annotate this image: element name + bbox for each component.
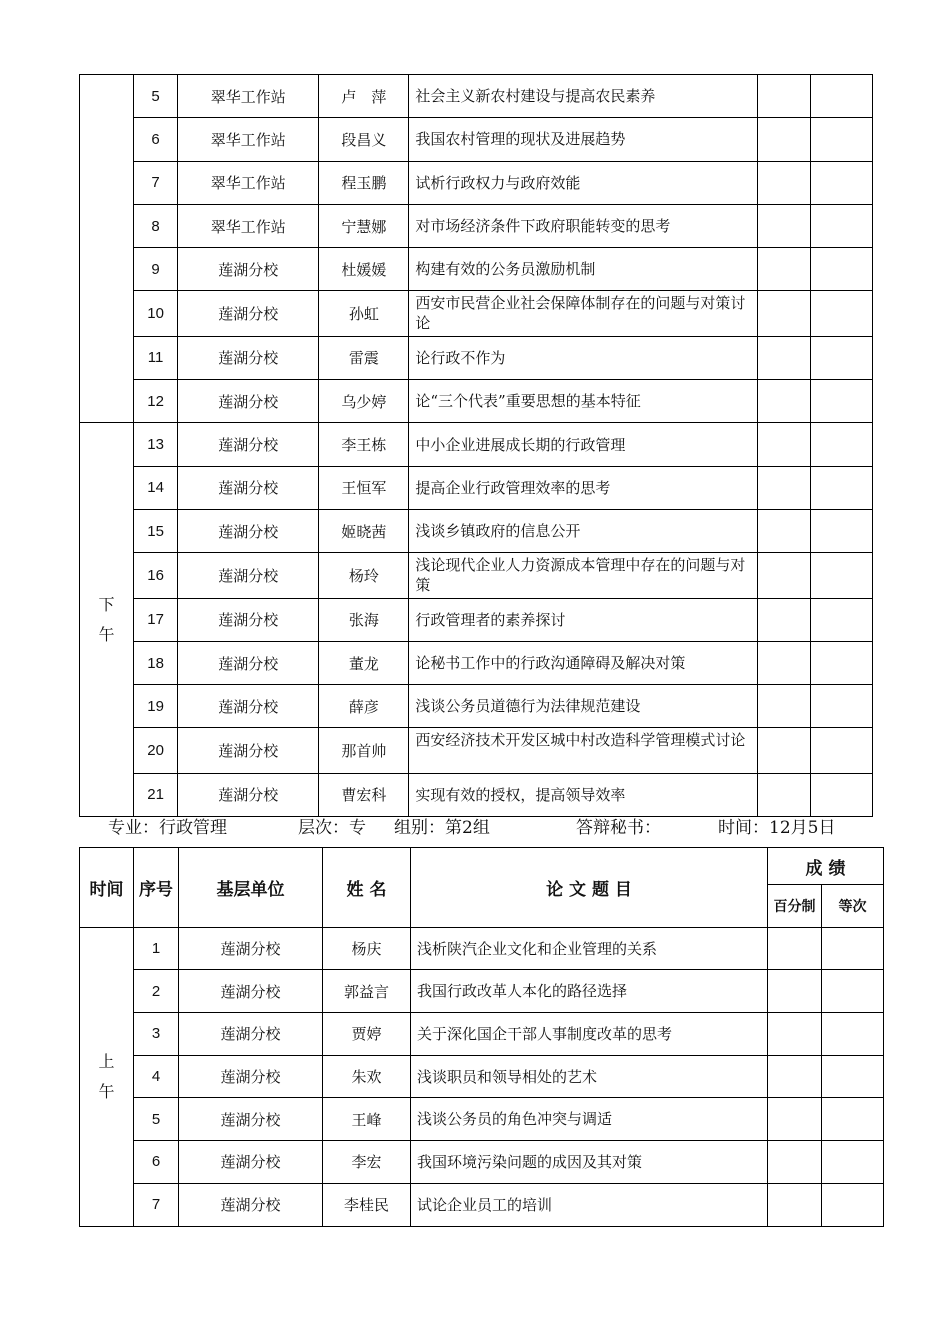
row-title: 试析行政权力与政府效能 <box>409 161 757 204</box>
row-name: 杜媛媛 <box>319 248 409 291</box>
row-name: 朱欢 <box>323 1055 411 1098</box>
session-label: 上 午 <box>80 927 134 1226</box>
row-unit: 翠华工作站 <box>178 204 319 247</box>
score-grade-cell[interactable] <box>822 1098 884 1141</box>
table-row <box>80 248 873 291</box>
header-no: 序号 <box>134 848 179 928</box>
score-percent-cell[interactable] <box>768 1098 822 1141</box>
score-percent-cell[interactable] <box>757 466 810 509</box>
row-number: 17 <box>134 598 178 641</box>
row-number: 2 <box>134 970 179 1013</box>
row-unit: 莲湖分校 <box>178 598 319 641</box>
row-name: 曹宏科 <box>319 773 409 816</box>
row-name: 姬晓茜 <box>319 509 409 552</box>
row-name: 程玉鹏 <box>319 161 409 204</box>
row-unit: 翠华工作站 <box>178 118 319 161</box>
score-grade-cell[interactable] <box>810 118 872 161</box>
row-unit: 莲湖分校 <box>179 1013 323 1056</box>
row-unit: 莲湖分校 <box>179 1183 323 1226</box>
row-name: 王恒军 <box>319 466 409 509</box>
score-percent-cell[interactable] <box>768 970 822 1013</box>
score-percent-cell[interactable] <box>757 685 810 728</box>
score-grade-cell[interactable] <box>822 970 884 1013</box>
row-title: 中小企业进展成长期的行政管理 <box>409 423 757 466</box>
score-grade-cell[interactable] <box>810 509 872 552</box>
row-title: 社会主义新农村建设与提高农民素养 <box>409 75 757 118</box>
score-percent-cell[interactable] <box>757 509 810 552</box>
row-title: 构建有效的公务员激励机制 <box>409 248 757 291</box>
score-grade-cell[interactable] <box>822 1183 884 1226</box>
score-percent-cell[interactable] <box>768 1183 822 1226</box>
defense-schedule-table-1 <box>79 74 873 817</box>
row-number: 18 <box>134 641 178 684</box>
row-title: 论秘书工作中的行政沟通障碍及解决对策 <box>409 641 757 684</box>
score-percent-cell[interactable] <box>757 204 810 247</box>
row-number: 19 <box>134 685 178 728</box>
date-label: 时间：12月5日 <box>718 818 836 838</box>
row-number: 14 <box>134 466 178 509</box>
header-unit: 基层单位 <box>179 848 323 928</box>
score-grade-cell[interactable] <box>810 466 872 509</box>
row-name: 郭益言 <box>323 970 411 1013</box>
row-unit: 莲湖分校 <box>178 773 319 816</box>
table-row <box>80 1183 884 1226</box>
score-percent-cell[interactable] <box>757 728 810 773</box>
row-title: 实现有效的授权，提高领导效率 <box>409 773 757 816</box>
row-title: 浅析陕汽企业文化和企业管理的关系 <box>411 927 768 970</box>
row-number: 5 <box>134 75 178 118</box>
score-grade-cell[interactable] <box>810 336 872 379</box>
row-name: 薛彦 <box>319 685 409 728</box>
table-row <box>80 773 873 816</box>
row-number: 6 <box>134 118 178 161</box>
score-grade-cell[interactable] <box>810 598 872 641</box>
secretary-label: 答辩秘书： <box>576 818 661 838</box>
row-unit: 莲湖分校 <box>178 728 319 773</box>
row-number: 1 <box>134 927 179 970</box>
row-number: 10 <box>134 291 178 336</box>
row-number: 6 <box>134 1141 179 1184</box>
score-grade-cell[interactable] <box>810 204 872 247</box>
score-percent-cell[interactable] <box>757 248 810 291</box>
score-grade-cell[interactable] <box>810 291 872 336</box>
row-number: 7 <box>134 1183 179 1226</box>
score-grade-cell[interactable] <box>810 75 872 118</box>
row-name: 那首帅 <box>319 728 409 773</box>
row-title: 西安市民营企业社会保障体制存在的问题与对策讨论 <box>409 291 757 336</box>
table-row <box>80 1055 884 1098</box>
table-row <box>80 728 873 773</box>
header-time: 时间 <box>80 848 134 928</box>
table-row <box>80 1098 884 1141</box>
row-name: 乌少婷 <box>319 380 409 423</box>
group-label: 组别：第2组 <box>394 818 490 838</box>
row-name: 李宏 <box>323 1141 411 1184</box>
row-number: 16 <box>134 553 178 598</box>
score-percent-cell[interactable] <box>757 598 810 641</box>
score-percent-cell[interactable] <box>757 75 810 118</box>
row-title: 浅谈公务员道德行为法律规范建设 <box>409 685 757 728</box>
table-row <box>80 553 873 598</box>
row-number: 11 <box>134 336 178 379</box>
level-label: 层次：专 <box>298 818 366 838</box>
row-name: 杨玲 <box>319 553 409 598</box>
row-title: 对市场经济条件下政府职能转变的思考 <box>409 204 757 247</box>
row-name: 孙虹 <box>319 291 409 336</box>
row-title: 我国行政改革人本化的路径选择 <box>411 970 768 1013</box>
table-row <box>80 336 873 379</box>
row-unit: 莲湖分校 <box>179 1141 323 1184</box>
row-unit: 莲湖分校 <box>178 641 319 684</box>
row-unit: 莲湖分校 <box>178 336 319 379</box>
score-grade-cell[interactable] <box>810 773 872 816</box>
row-unit: 莲湖分校 <box>178 553 319 598</box>
row-title: 浅论现代企业人力资源成本管理中存在的问题与对策 <box>409 553 757 598</box>
row-unit: 莲湖分校 <box>178 248 319 291</box>
session-label: 下 午 <box>80 423 134 817</box>
row-name: 贾婷 <box>323 1013 411 1056</box>
table-row <box>80 1013 884 1056</box>
row-number: 21 <box>134 773 178 816</box>
row-name: 李王栋 <box>319 423 409 466</box>
major-label: 专业：行政管理 <box>108 818 227 838</box>
row-unit: 莲湖分校 <box>179 1055 323 1098</box>
row-name: 张海 <box>319 598 409 641</box>
table-row <box>80 1141 884 1184</box>
score-grade-cell[interactable] <box>810 423 872 466</box>
row-unit: 莲湖分校 <box>178 423 319 466</box>
table-row <box>80 423 873 466</box>
row-number: 9 <box>134 248 178 291</box>
table-row <box>80 204 873 247</box>
table-row <box>80 927 884 970</box>
row-title: 论行政不作为 <box>409 336 757 379</box>
row-number: 13 <box>134 423 178 466</box>
score-percent-cell[interactable] <box>768 1013 822 1056</box>
row-title: 论“三个代表”重要思想的基本特征 <box>409 380 757 423</box>
score-grade-cell[interactable] <box>810 685 872 728</box>
header-name: 姓 名 <box>323 848 411 928</box>
score-grade-cell[interactable] <box>822 1141 884 1184</box>
row-name: 卢 萍 <box>319 75 409 118</box>
row-unit: 莲湖分校 <box>178 509 319 552</box>
row-number: 5 <box>134 1098 179 1141</box>
header-score: 成 绩 <box>768 848 884 885</box>
row-number: 15 <box>134 509 178 552</box>
score-grade-cell[interactable] <box>810 728 872 773</box>
score-grade-cell[interactable] <box>810 161 872 204</box>
row-name: 雷震 <box>319 336 409 379</box>
row-number: 7 <box>134 161 178 204</box>
header-grade: 等次 <box>822 885 884 928</box>
score-percent-cell[interactable] <box>757 773 810 816</box>
row-name: 宁慧娜 <box>319 204 409 247</box>
score-grade-cell[interactable] <box>822 927 884 970</box>
table-row <box>80 466 873 509</box>
table-row <box>80 75 873 118</box>
row-title: 浅谈公务员的角色冲突与调适 <box>411 1098 768 1141</box>
row-title: 浅谈职员和领导相处的艺术 <box>411 1055 768 1098</box>
score-percent-cell[interactable] <box>757 161 810 204</box>
row-title: 浅谈乡镇政府的信息公开 <box>409 509 757 552</box>
row-unit: 莲湖分校 <box>178 685 319 728</box>
score-grade-cell[interactable] <box>810 641 872 684</box>
score-percent-cell[interactable] <box>757 553 810 598</box>
row-unit: 莲湖分校 <box>178 291 319 336</box>
row-number: 3 <box>134 1013 179 1056</box>
row-unit: 莲湖分校 <box>179 970 323 1013</box>
score-percent-cell[interactable] <box>768 927 822 970</box>
score-grade-cell[interactable] <box>822 1055 884 1098</box>
row-unit: 莲湖分校 <box>179 1098 323 1141</box>
score-percent-cell[interactable] <box>757 336 810 379</box>
score-percent-cell[interactable] <box>757 423 810 466</box>
row-unit: 莲湖分校 <box>178 380 319 423</box>
row-title: 我国农村管理的现状及进展趋势 <box>409 118 757 161</box>
row-unit: 翠华工作站 <box>178 161 319 204</box>
score-percent-cell[interactable] <box>768 1055 822 1098</box>
group-info-line <box>108 813 888 839</box>
row-unit: 莲湖分校 <box>178 466 319 509</box>
row-number: 12 <box>134 380 178 423</box>
table-row <box>80 161 873 204</box>
defense-schedule-table-2 <box>79 847 884 1227</box>
score-grade-cell[interactable] <box>810 553 872 598</box>
row-name: 王峰 <box>323 1098 411 1141</box>
score-percent-cell[interactable] <box>768 1141 822 1184</box>
score-percent-cell[interactable] <box>757 641 810 684</box>
row-title: 试论企业员工的培训 <box>411 1183 768 1226</box>
header-percent: 百分制 <box>768 885 822 928</box>
table-row <box>80 970 884 1013</box>
score-grade-cell[interactable] <box>810 380 872 423</box>
score-grade-cell[interactable] <box>810 248 872 291</box>
row-title: 行政管理者的素养探讨 <box>409 598 757 641</box>
row-unit: 翠华工作站 <box>178 75 319 118</box>
row-number: 4 <box>134 1055 179 1098</box>
table-row <box>80 641 873 684</box>
row-number: 20 <box>134 728 178 773</box>
row-title: 我国环境污染问题的成因及其对策 <box>411 1141 768 1184</box>
table-row <box>80 118 873 161</box>
row-name: 董龙 <box>319 641 409 684</box>
table-row <box>80 598 873 641</box>
row-unit: 莲湖分校 <box>179 927 323 970</box>
header-title: 论 文 题 目 <box>411 848 768 928</box>
score-percent-cell[interactable] <box>757 118 810 161</box>
table-row <box>80 509 873 552</box>
table-row <box>80 380 873 423</box>
row-name: 杨庆 <box>323 927 411 970</box>
table-row <box>80 685 873 728</box>
row-number: 8 <box>134 204 178 247</box>
row-name: 段昌义 <box>319 118 409 161</box>
table-row <box>80 291 873 336</box>
score-grade-cell[interactable] <box>822 1013 884 1056</box>
row-name: 李桂民 <box>323 1183 411 1226</box>
row-title: 关于深化国企干部人事制度改革的思考 <box>411 1013 768 1056</box>
score-percent-cell[interactable] <box>757 380 810 423</box>
row-title: 提高企业行政管理效率的思考 <box>409 466 757 509</box>
row-title: 西安经济技术开发区城中村改造科学管理模式讨论 <box>409 728 757 773</box>
score-percent-cell[interactable] <box>757 291 810 336</box>
time-cell-empty <box>80 75 134 423</box>
